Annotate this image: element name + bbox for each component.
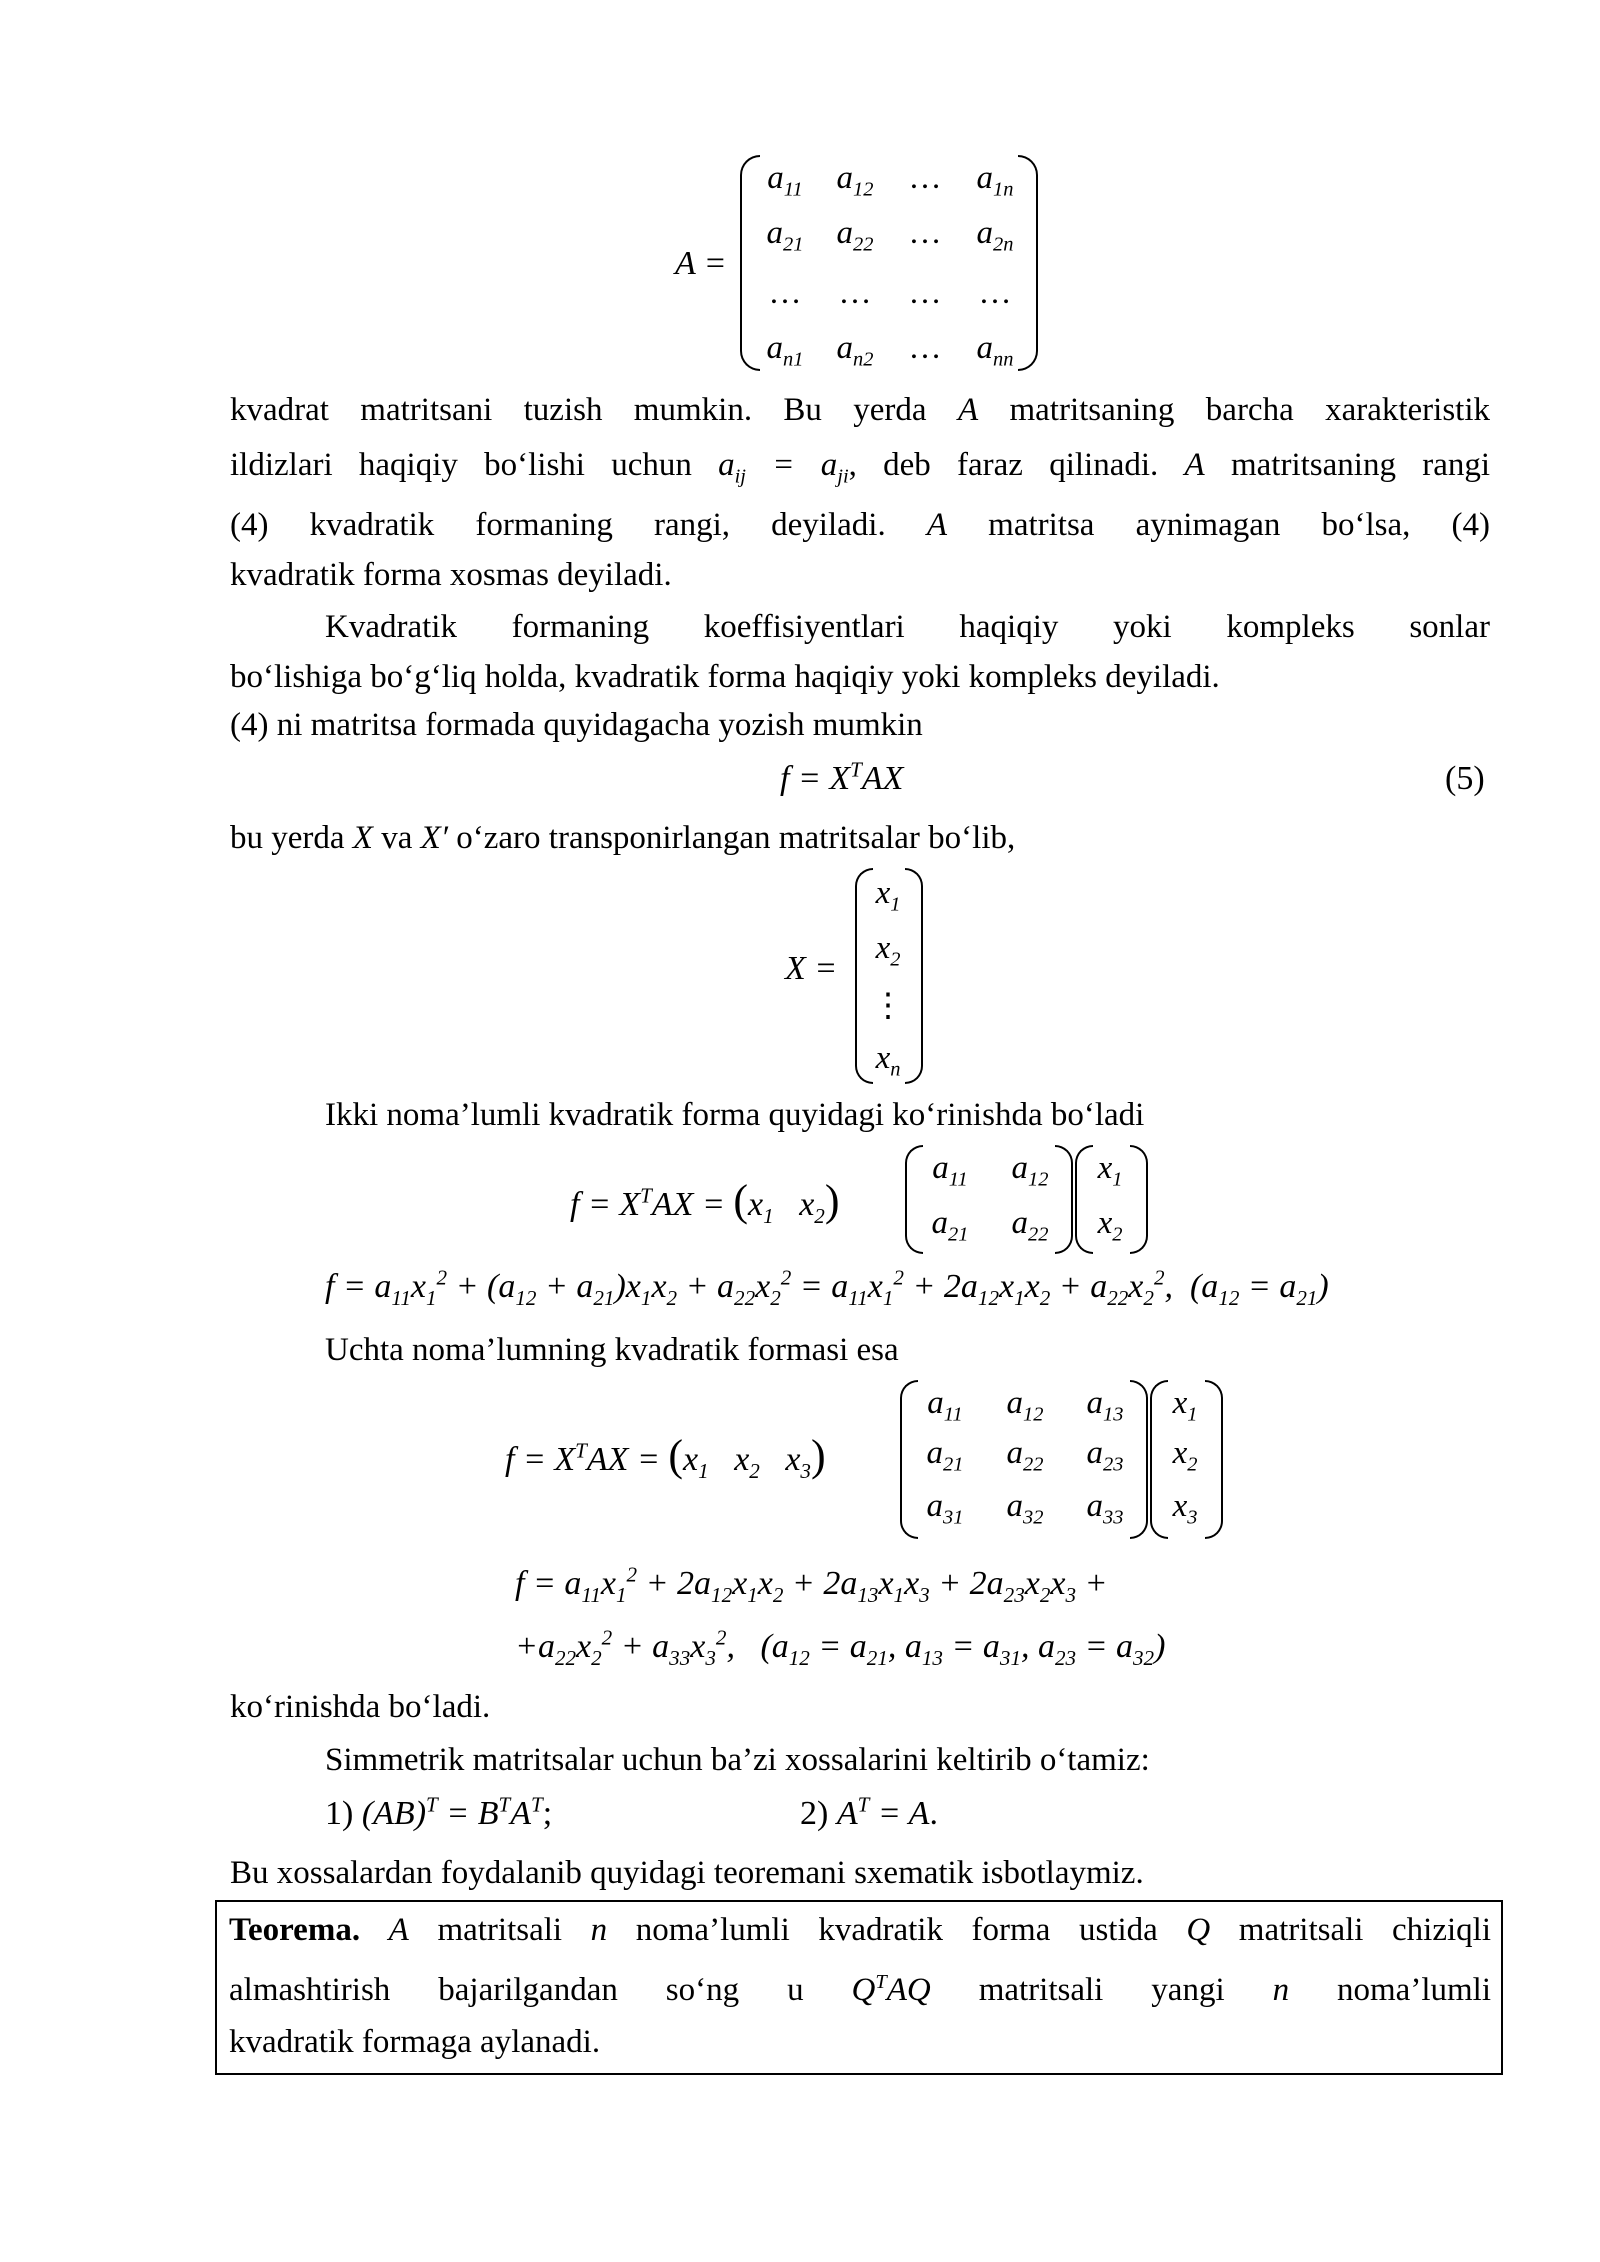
property-1: 1) $(AB)^T = B^TA^T$;	[325, 1792, 553, 1832]
v2-x1: $x_1$	[1097, 1150, 1123, 1191]
theorem-line3: kvadratik formaga aylanadi.	[229, 2024, 601, 2060]
var-a: A	[957, 392, 979, 428]
matrix-a-entry: …	[908, 275, 942, 311]
text: o‘zaro transponirlangan matritsalar bo‘lib,	[456, 820, 1016, 856]
var-x: X	[352, 820, 373, 856]
text: matritsali chiziqli	[1238, 1912, 1491, 1948]
text: ildizlari haqiqiy bo‘lishi uchun	[230, 447, 692, 483]
m2-a11: $a_{11}$	[932, 1150, 968, 1191]
three-var-form-lhs: $f = X^TAX = (x_1$ $x_2$ $x_3$)	[505, 1431, 826, 1483]
para1-line4: kvadratik forma xosmas deyiladi.	[230, 557, 672, 593]
qtaq: $Q^TAQ$	[851, 1971, 931, 2008]
text: 2)	[800, 1795, 829, 1832]
text: , deb faraz qilinadi.	[848, 447, 1159, 483]
para2-line1: Kvadratik formaning koeffisiyentlari haqiqiy yoki kompleks sonlar	[325, 609, 1490, 645]
m2-a21: $a_{21}$	[931, 1205, 969, 1246]
theorem-box	[215, 1900, 1503, 2075]
m3-a31: $a_{31}$	[926, 1488, 964, 1529]
para1-line3	[230, 505, 1490, 545]
two-var-form-lhs: $f = X^TAX = (x_1$ $x_2$)	[570, 1176, 840, 1228]
matrix-a-entry: $a_{2n}$	[976, 215, 1014, 256]
para5-line: Uchta noma’lumning kvadratik formasi esa	[325, 1332, 899, 1368]
var-x-prime: X′	[420, 820, 449, 856]
matrix-a-entry: $a_{n1}$	[766, 330, 804, 371]
text: matritsa aynimagan bo‘lsa, (4)	[988, 507, 1491, 543]
m3-a11: $a_{11}$	[927, 1385, 963, 1426]
m3-a32: $a_{32}$	[1006, 1488, 1044, 1529]
property-2: 2) $A^T = A$.	[800, 1792, 938, 1832]
v2-x2: $x_2$	[1097, 1205, 1123, 1246]
matrix-a-entry: …	[908, 215, 942, 251]
matrix-a-entry: $a_{22}$	[836, 215, 874, 256]
m3-a13: $a_{13}$	[1086, 1385, 1124, 1426]
var-a: A	[1184, 447, 1205, 483]
three-var-expansion-line1: $f = a_{11}x_1^2 + 2a_{12}x_1x_2 + 2a_{13}x_1x_3 + 2a_{23}x_2x_3$ +	[515, 1562, 1108, 1607]
theorem-line2	[229, 1970, 1491, 2010]
m2-a22: $a_{22}$	[1011, 1205, 1049, 1246]
equation-5-tag: (5)	[1445, 760, 1485, 797]
matrix-a-entry: …	[908, 160, 942, 196]
matrix-a-label: A =	[675, 245, 727, 282]
text: almashtirish bajarilgandan so‘ng u	[229, 1972, 804, 2008]
para1-line1	[230, 390, 1490, 430]
text: noma’lumli kvadratik forma ustida	[635, 1912, 1158, 1948]
var-n: n	[1272, 1972, 1290, 2008]
vector-x-entry: $x_2$	[875, 930, 901, 971]
m3-a12: $a_{12}$	[1006, 1385, 1044, 1426]
matrix-a-entry: $a_{n2}$	[836, 330, 874, 371]
para7-line: Simmetrik matritsalar uchun ba’zi xossalarini keltirib o‘tamiz:	[325, 1742, 1150, 1778]
var-q: Q	[1186, 1912, 1211, 1948]
theorem-title: Teorema.	[229, 1912, 361, 1948]
matrix-a-entry: $a_{21}$	[766, 215, 804, 256]
text: 1)	[325, 1795, 354, 1832]
para2-line2: bo‘lishiga bo‘g‘liq holda, kvadratik forma haqiqiy yoki kompleks deyiladi.	[230, 659, 1220, 695]
m3-a23: $a_{23}$	[1086, 1435, 1124, 1476]
matrix-a-entry: …	[768, 275, 802, 311]
text: (4) kvadratik formaning rangi, deyiladi.	[230, 507, 886, 543]
m3-a22: $a_{22}$	[1006, 1435, 1044, 1476]
var-a: A	[926, 507, 948, 543]
text: noma’lumli	[1337, 1972, 1491, 2008]
para4-line: Ikki noma’lumli kvadratik forma quyidagi ko‘rinishda bo‘ladi	[325, 1097, 1145, 1133]
para2-line3: (4) ni matritsa formada quyidagacha yozish mumkin	[230, 707, 923, 743]
m3-a33: $a_{33}$	[1086, 1488, 1124, 1529]
text: matritsaning barcha xarakteristik	[1009, 392, 1491, 428]
text: va	[381, 820, 413, 856]
vector-x-entry: ⋮	[871, 988, 905, 1024]
matrix-a-entry: …	[908, 330, 942, 366]
matrix-a-entry: …	[838, 275, 872, 311]
v3-x1: $x_1$	[1172, 1385, 1198, 1426]
para3-line	[230, 818, 1490, 858]
var-a: A	[388, 1912, 409, 1948]
matrix-a-entry: $a_{1n}$	[976, 160, 1014, 201]
symmetry-condition: $a_{ij} = a_{ji}$	[718, 447, 849, 488]
para1-line2	[230, 445, 1491, 488]
text: matritsali yangi	[978, 1972, 1225, 2008]
var-n: n	[590, 1912, 608, 1948]
m2-a12: $a_{12}$	[1011, 1150, 1049, 1191]
text: matritsaning rangi	[1230, 447, 1491, 483]
two-var-expansion: $f = a_{11}x_1^2 + (a_{12} + a_{21})x_1x_2 + a_{22}x_2^2 = a_{11}x_1^2 + 2a_{12}x_1x_2 + a_{22}x_2^2$, $(a_{12} = a_{21})$	[325, 1265, 1329, 1310]
vector-x-label: X =	[785, 950, 838, 987]
matrix-a-entry: $a_{11}$	[767, 160, 803, 201]
matrix-a-entry: …	[978, 275, 1012, 311]
text: matritsali	[437, 1912, 563, 1948]
text: bu yerda	[230, 820, 345, 856]
para8-line: Bu xossalardan foydalanib quyidagi teoremani sxematik isbotlaymiz.	[230, 1855, 1144, 1891]
text: kvadrat matritsani tuzish mumkin. Bu yerda	[230, 392, 927, 428]
matrix-a-entry: $a_{nn}$	[976, 330, 1014, 371]
v3-x2: $x_2$	[1172, 1435, 1198, 1476]
matrix-a-entry: $a_{12}$	[836, 160, 874, 201]
equation-5: $f = X^TAX$	[780, 757, 904, 797]
para6-line: ko‘rinishda bo‘ladi.	[230, 1689, 491, 1725]
theorem-line1	[229, 1910, 1491, 1950]
v3-x3: $x_3$	[1172, 1488, 1198, 1529]
m3-a21: $a_{21}$	[926, 1435, 964, 1476]
vector-x-entry: $x_1$	[875, 875, 901, 916]
three-var-expansion-line2: $+a_{22}x_2^2 + a_{33}x_3^2$, ($a_{12} = a_{21}$, $a_{13} = a_{31}$, $a_{23} = a_{32}$)	[515, 1625, 1166, 1670]
vector-x-entry: $x_n$	[875, 1040, 901, 1081]
